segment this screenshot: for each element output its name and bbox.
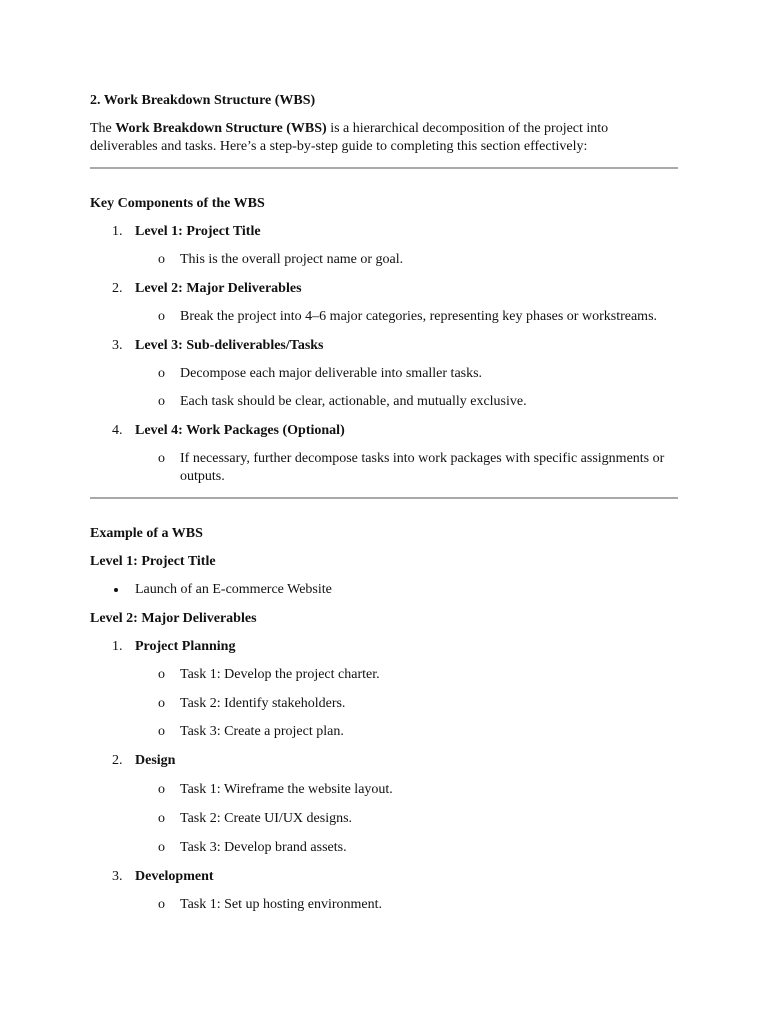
sub-bullet-marker: o [158, 897, 165, 912]
bullet-item [90, 581, 678, 599]
sub-list-item [90, 896, 678, 914]
sub-bullet-marker: o [158, 724, 165, 739]
bullet-dot [114, 588, 118, 592]
sub-bullet-marker: o [158, 394, 165, 409]
list-item-title: Level 4: Work Packages (Optional) [135, 423, 345, 438]
sub-list-item [90, 666, 678, 684]
list-item [90, 422, 678, 440]
list-item [90, 337, 678, 355]
list-item-title: Design [135, 753, 176, 768]
list-item [90, 223, 678, 241]
list-item [90, 638, 678, 656]
sub-bullet-marker: o [158, 667, 165, 682]
bullet-text: Launch of an E-commerce Website [135, 582, 332, 597]
sub-list-item [90, 251, 678, 269]
list-item [90, 752, 678, 770]
list-item-title: Level 1: Project Title [135, 224, 261, 239]
key-components-heading: Key Components of the WBS [90, 196, 265, 211]
sub-bullet-marker: o [158, 811, 165, 826]
intro-paragraph [90, 120, 678, 156]
divider [90, 167, 678, 169]
level2-heading: Level 2: Major Deliverables [90, 611, 257, 626]
intro-suffix: is a hierarchical decomposition of the project into deliverables and tasks. Here’s a step-by-step guide to completing this section effectively: [90, 121, 609, 154]
list-number: 1. [112, 224, 123, 239]
sub-list-text: Break the project into 4–6 major categories, representing key phases or workstreams. [180, 309, 658, 324]
list-number: 1. [112, 639, 123, 654]
list-number: 3. [112, 869, 123, 884]
sub-list-text: If necessary, further decompose tasks into work packages with specific assignments or outputs. [180, 451, 665, 484]
sub-list-text: Decompose each major deliverable into smaller tasks. [180, 366, 483, 381]
sub-list-text: Task 3: Develop brand assets. [180, 840, 347, 855]
list-item [90, 868, 678, 886]
sub-list-text: Task 3: Create a project plan. [180, 724, 344, 739]
sub-bullet-marker: o [158, 451, 165, 466]
sub-list-text: Task 1: Develop the project charter. [180, 667, 380, 682]
list-item-title: Level 2: Major Deliverables [135, 281, 302, 296]
list-item-title: Project Planning [135, 639, 236, 654]
sub-list-item [90, 839, 678, 857]
sub-list-text: This is the overall project name or goal. [180, 252, 404, 267]
sub-list-item [90, 723, 678, 741]
sub-bullet-marker: o [158, 696, 165, 711]
sub-list-text: Task 1: Wireframe the website layout. [180, 782, 393, 797]
sub-list-text: Task 2: Create UI/UX designs. [180, 811, 353, 826]
sub-list-item [90, 781, 678, 799]
list-item-title: Level 3: Sub-deliverables/Tasks [135, 338, 324, 353]
sub-list-text: Task 2: Identify stakeholders. [180, 696, 346, 711]
list-number: 2. [112, 281, 123, 296]
intro-prefix: The [90, 121, 116, 136]
sub-list-item [90, 365, 678, 383]
list-number: 3. [112, 338, 123, 353]
sub-bullet-marker: o [158, 366, 165, 381]
sub-list-item [90, 810, 678, 828]
sub-bullet-marker: o [158, 782, 165, 797]
sub-bullet-marker: o [158, 309, 165, 324]
list-item [90, 280, 678, 298]
sub-list-item [90, 308, 678, 326]
sub-list-text: Each task should be clear, actionable, and mutually exclusive. [180, 394, 527, 409]
sub-list-item [90, 695, 678, 713]
level1-heading: Level 1: Project Title [90, 554, 216, 569]
list-item-title: Development [135, 869, 214, 884]
section-title: 2. Work Breakdown Structure (WBS) [90, 93, 316, 108]
sub-list-item [90, 450, 678, 486]
sub-bullet-marker: o [158, 252, 165, 267]
document-page [90, 92, 678, 914]
sub-list-text: Task 1: Set up hosting environment. [180, 897, 383, 912]
list-number: 2. [112, 753, 123, 768]
sub-bullet-marker: o [158, 840, 165, 855]
intro-bold: Work Breakdown Structure (WBS) [115, 121, 327, 136]
divider [90, 497, 678, 499]
example-heading: Example of a WBS [90, 526, 203, 541]
sub-list-item [90, 393, 678, 411]
list-number: 4. [112, 423, 123, 438]
